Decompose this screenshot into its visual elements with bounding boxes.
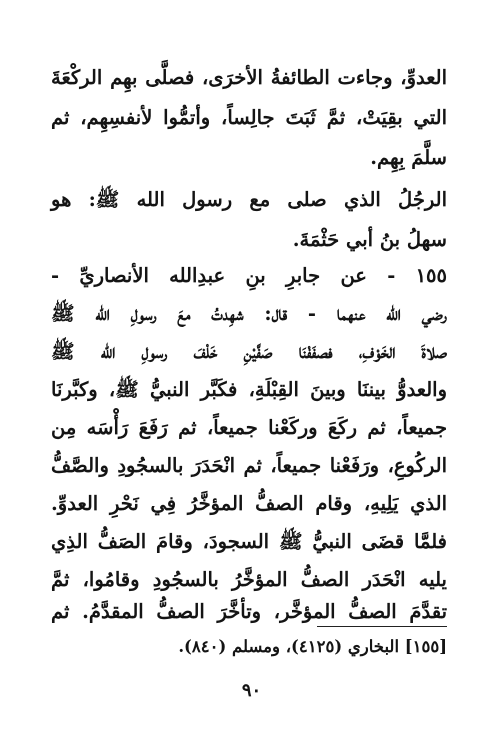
paragraph-2-line-1: الرجُلُ الذي صلى مع رسول الله ﷺ: هو [51, 188, 447, 211]
paragraph-1-line-1: العدوِّ، وجاءت الطائفةُ الأخرَى، فصلَّى بهِم الركْعَةَ [51, 66, 447, 89]
footnote: [١٥٥] البخاري (٤١٢٥)، ومسلم (٨٤٠). [178, 637, 447, 656]
paragraph-2-line-2: سهلُ بنُ أبي حَثْمَةَ. [292, 228, 447, 251]
hadith-line-1: ١٥٥ - عن جابرِ بنِ عبدِالله الأنصاريِّ - [51, 264, 447, 287]
paragraph-1-line-2: التي بقِيَتْ، ثمَّ ثَبَتَ جالِساً، وأتمُّوا لأنفسِهِم، ثم [51, 106, 447, 129]
paragraph-1-line-3: سلَّمَ بِهِم. [370, 146, 447, 169]
page-number: ٩٠ [241, 680, 262, 701]
hadith-line-8: فلمَّا قضَى النبيُّ ﷺ السجودَ، وقامَ الصَفُّ الذِي [51, 530, 447, 553]
hadith-line-3: صلاةَ الخَوْفِ، فصفَفْنَا صَفَّيْنِ خَلْفَ رسولِ الله ﷺ [51, 340, 447, 363]
hadith-line-7: الذي يَلِيهِ، وقام الصفُّ المؤخَّرُ فِي نَحْرِ العدوِّ. [51, 492, 447, 515]
hadith-line-6: الركُوعِ، ورَفَعْنا جميعاً، ثم انْحَدَرَ بالسجُودِ والصَّفُّ [51, 454, 447, 477]
hadith-line-5: جميعاً، ثم ركَعَ وركَعْنا جميعاً، ثم رَفَعَ رَأْسَه مِن [51, 416, 447, 439]
hadith-line-10: تقدَّمَ الصفُّ المؤخَّر، وتأخَّرَ الصفُّ المقدَّمُ. ثم [51, 600, 447, 623]
footnote-divider [317, 626, 447, 627]
hadith-line-4: والعدوُّ بيننَا وبينَ القِبْلَةِ، فكَبَّر النبيُّ ﷺ، وكبَّرنَا [51, 378, 447, 401]
hadith-line-9: يليه انْحَدَر الصفُّ المؤخَّرُ بالسجُودِ وقامُوا، ثمَّ [51, 568, 447, 591]
hadith-line-2: رضي الله عنهما - قال: شهِدتُ معَ رسولِ الله ﷺ [51, 302, 447, 325]
